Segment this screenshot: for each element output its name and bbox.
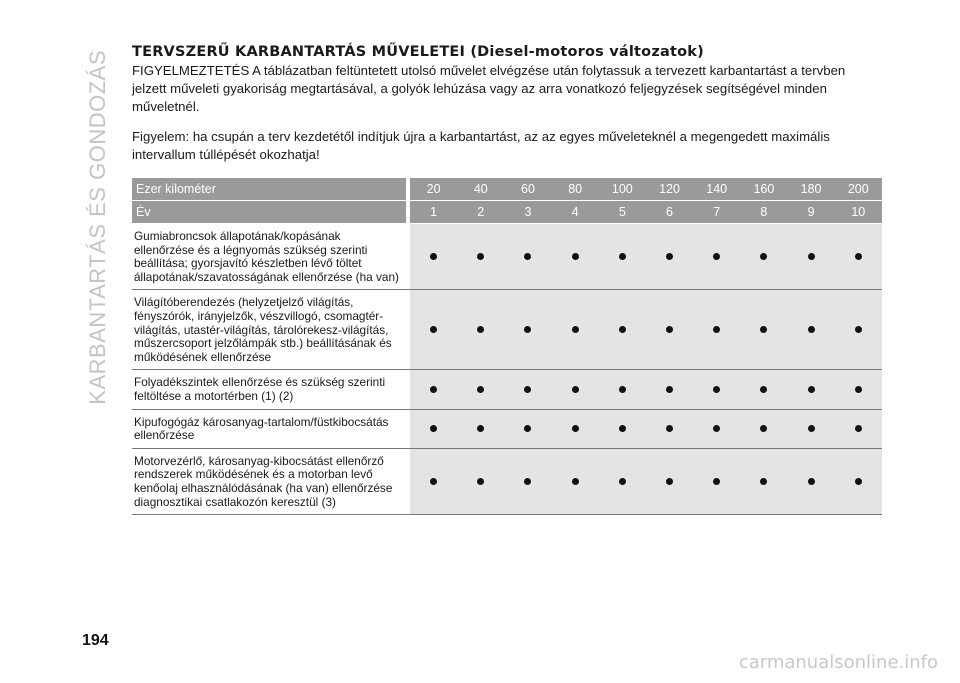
header-row-years — [132, 201, 882, 224]
required-operation-dot-icon — [855, 386, 862, 393]
warning-paragraph: FIGYELMEZTETÉS A táblázatban feltüntetett utolsó művelet elvégzése után folytassuk a tervezett karbantartást a tervben jelzett műveleti gyakoriság megtartásával, a golyók lehúzása vagy az arra vonatkozó feljegyzések segítségével minden műveletnél. — [132, 63, 846, 114]
schedule-cell — [552, 409, 599, 448]
operation-description-line: rendszerek működésének és a motorban levő — [134, 467, 373, 482]
required-operation-dot-icon — [855, 253, 862, 260]
required-operation-dot-icon — [430, 425, 437, 432]
header-year-value: 6 — [646, 201, 693, 224]
header-km-value: 160 — [740, 178, 787, 201]
schedule-cell — [788, 224, 835, 290]
schedule-cell — [646, 370, 693, 409]
header-km-value: 120 — [646, 178, 693, 201]
required-operation-dot-icon — [619, 386, 626, 393]
operation-description — [132, 224, 406, 290]
schedule-cell — [788, 409, 835, 448]
schedule-cell — [835, 448, 882, 514]
operation-description-line: műszercsoport jelzőlámpák stb.) beállításának és — [134, 336, 392, 351]
schedule-cell — [504, 290, 551, 370]
schedule-cell — [552, 224, 599, 290]
table-row — [132, 224, 882, 290]
required-operation-dot-icon — [713, 386, 720, 393]
required-operation-dot-icon — [477, 386, 484, 393]
header-km-value: 140 — [693, 178, 740, 201]
required-operation-dot-icon — [430, 478, 437, 485]
watermark: carmanualsonline.info — [738, 652, 938, 673]
schedule-cell — [457, 409, 504, 448]
header-year-value: 3 — [504, 201, 551, 224]
schedule-cell — [788, 290, 835, 370]
required-operation-dot-icon — [619, 326, 626, 333]
header-km-value: 40 — [457, 178, 504, 201]
operation-description-line: Gumiabroncsok állapotának/kopásának — [134, 229, 341, 243]
schedule-cell — [788, 448, 835, 514]
required-operation-dot-icon — [430, 326, 437, 333]
section-side-title — [78, 50, 118, 405]
schedule-cell — [504, 448, 551, 514]
required-operation-dot-icon — [524, 386, 531, 393]
operation-description-line: működésének ellenőrzése — [134, 349, 272, 364]
schedule-cell — [599, 290, 646, 370]
operation-description-line: feltöltése a motortérben (1) (2) — [134, 388, 294, 403]
operation-description — [132, 370, 406, 409]
operation-description — [132, 448, 406, 514]
required-operation-dot-icon — [524, 478, 531, 485]
required-operation-dot-icon — [808, 478, 815, 485]
table-row — [132, 448, 882, 514]
schedule-cell — [457, 370, 504, 409]
schedule-cell — [552, 370, 599, 409]
operation-description-line: állapotának/szavatosságának ellenőrzése (ha van) — [134, 269, 399, 284]
schedule-cell — [599, 224, 646, 290]
header-year-value: 9 — [788, 201, 835, 224]
schedule-cell — [693, 370, 740, 409]
schedule-cell — [740, 448, 787, 514]
header-year-value: 1 — [410, 201, 457, 224]
schedule-cell — [693, 224, 740, 290]
page-number: 194 — [82, 632, 109, 649]
required-operation-dot-icon — [524, 253, 531, 260]
schedule-cell — [646, 290, 693, 370]
required-operation-dot-icon — [808, 425, 815, 432]
header-year-value: 4 — [552, 201, 599, 224]
schedule-cell — [599, 448, 646, 514]
page-heading: TERVSZERŰ KARBANTARTÁS MŰVELETEI (Diesel-motoros változatok) — [132, 44, 704, 60]
operation-description-line: ellenőrzése és a légnyomás szükség szerinti — [134, 242, 368, 257]
required-operation-dot-icon — [666, 478, 673, 485]
operation-description-line: Kipufogógáz károsanyag-tartalom/füstkibocsátás — [134, 414, 389, 429]
required-operation-dot-icon — [572, 326, 579, 333]
required-operation-dot-icon — [666, 326, 673, 333]
schedule-cell — [504, 370, 551, 409]
schedule-cell — [504, 409, 551, 448]
table-row — [132, 290, 882, 370]
operation-description-line: kenőolaj elhasználódásának (ha van) ellenőrzése — [134, 480, 393, 495]
header-label-years: Év — [132, 201, 406, 224]
required-operation-dot-icon — [477, 425, 484, 432]
schedule-cell — [740, 290, 787, 370]
header-year-value: 2 — [457, 201, 504, 224]
schedule-cell — [835, 290, 882, 370]
schedule-cell — [552, 448, 599, 514]
header-row-kilometers — [132, 178, 882, 201]
schedule-cell — [599, 370, 646, 409]
schedule-cell — [410, 290, 457, 370]
header-km-value: 200 — [835, 178, 882, 201]
attention-paragraph: Figyelem: ha csupán a terv kezdetétől indítjuk újra a karbantartást, az az egyes műveleteknél a megengedett maximális intervallum túllépését okozhatja! — [132, 129, 830, 162]
schedule-cell — [835, 409, 882, 448]
schedule-cell — [552, 290, 599, 370]
schedule-cell — [410, 224, 457, 290]
required-operation-dot-icon — [477, 326, 484, 333]
schedule-cell — [457, 448, 504, 514]
required-operation-dot-icon — [619, 478, 626, 485]
required-operation-dot-icon — [477, 478, 484, 485]
table-row — [132, 370, 882, 409]
maintenance-schedule-table — [132, 178, 882, 515]
operation-description — [132, 290, 406, 370]
header-km-value: 20 — [410, 178, 457, 201]
operation-description-line: világítás, utastér-világítás, tárolórekesz-világítás, — [134, 322, 389, 337]
required-operation-dot-icon — [713, 253, 720, 260]
header-km-value: 60 — [504, 178, 551, 201]
operation-description-line: Motorvezérlő, károsanyag-kibocsátást ellenőrző — [134, 453, 384, 468]
required-operation-dot-icon — [760, 253, 767, 260]
operation-description-line: diagnosztikai csatlakozón keresztül (3) — [134, 494, 336, 509]
required-operation-dot-icon — [572, 478, 579, 485]
operation-description-line: Világítóberendezés (helyzetjelző világítás, — [134, 295, 354, 310]
schedule-cell — [646, 409, 693, 448]
required-operation-dot-icon — [855, 478, 862, 485]
schedule-cell — [693, 448, 740, 514]
schedule-cell — [693, 409, 740, 448]
schedule-cell — [457, 224, 504, 290]
required-operation-dot-icon — [760, 386, 767, 393]
required-operation-dot-icon — [713, 425, 720, 432]
required-operation-dot-icon — [713, 326, 720, 333]
page-content — [132, 44, 876, 164]
header-km-value: 180 — [788, 178, 835, 201]
header-year-value: 10 — [835, 201, 882, 224]
schedule-cell — [693, 290, 740, 370]
schedule-cell — [835, 370, 882, 409]
required-operation-dot-icon — [524, 326, 531, 333]
required-operation-dot-icon — [713, 478, 720, 485]
required-operation-dot-icon — [760, 326, 767, 333]
operation-description-line: Folyadékszintek ellenőrzése és szükség szerinti — [134, 375, 386, 390]
required-operation-dot-icon — [855, 326, 862, 333]
schedule-cell — [410, 448, 457, 514]
table-row — [132, 409, 882, 448]
operation-description-line: ellenőrzése — [134, 428, 195, 443]
schedule-cell — [599, 409, 646, 448]
required-operation-dot-icon — [808, 386, 815, 393]
required-operation-dot-icon — [666, 253, 673, 260]
required-operation-dot-icon — [430, 253, 437, 260]
required-operation-dot-icon — [808, 253, 815, 260]
required-operation-dot-icon — [524, 425, 531, 432]
required-operation-dot-icon — [666, 425, 673, 432]
schedule-cell — [410, 409, 457, 448]
required-operation-dot-icon — [760, 425, 767, 432]
operation-description-line: beállítása; gyorsjavító készletben lévő töltet — [134, 256, 362, 271]
schedule-cell — [835, 224, 882, 290]
schedule-cell — [504, 224, 551, 290]
schedule-cell — [646, 224, 693, 290]
header-year-value: 8 — [740, 201, 787, 224]
required-operation-dot-icon — [572, 425, 579, 432]
required-operation-dot-icon — [572, 253, 579, 260]
required-operation-dot-icon — [808, 326, 815, 333]
header-year-value: 7 — [693, 201, 740, 224]
required-operation-dot-icon — [619, 425, 626, 432]
section-side-title-text: KARBANTARTÁS ÉS GONDOZÁS — [85, 50, 110, 405]
schedule-cell — [646, 448, 693, 514]
schedule-cell — [740, 409, 787, 448]
required-operation-dot-icon — [572, 386, 579, 393]
operation-description — [132, 409, 406, 448]
header-year-value: 5 — [599, 201, 646, 224]
header-km-value: 100 — [599, 178, 646, 201]
schedule-cell — [457, 290, 504, 370]
header-label-kilometers: Ezer kilométer — [132, 178, 406, 201]
required-operation-dot-icon — [477, 253, 484, 260]
required-operation-dot-icon — [666, 386, 673, 393]
required-operation-dot-icon — [430, 386, 437, 393]
maintenance-table-body — [132, 224, 882, 515]
schedule-cell — [740, 370, 787, 409]
required-operation-dot-icon — [619, 253, 626, 260]
required-operation-dot-icon — [760, 478, 767, 485]
schedule-cell — [410, 370, 457, 409]
operation-description-line: fényszórók, irányjelzők, vészvillogó, csomagtér- — [134, 308, 384, 323]
schedule-cell — [740, 224, 787, 290]
header-km-value: 80 — [552, 178, 599, 201]
schedule-cell — [788, 370, 835, 409]
required-operation-dot-icon — [855, 425, 862, 432]
